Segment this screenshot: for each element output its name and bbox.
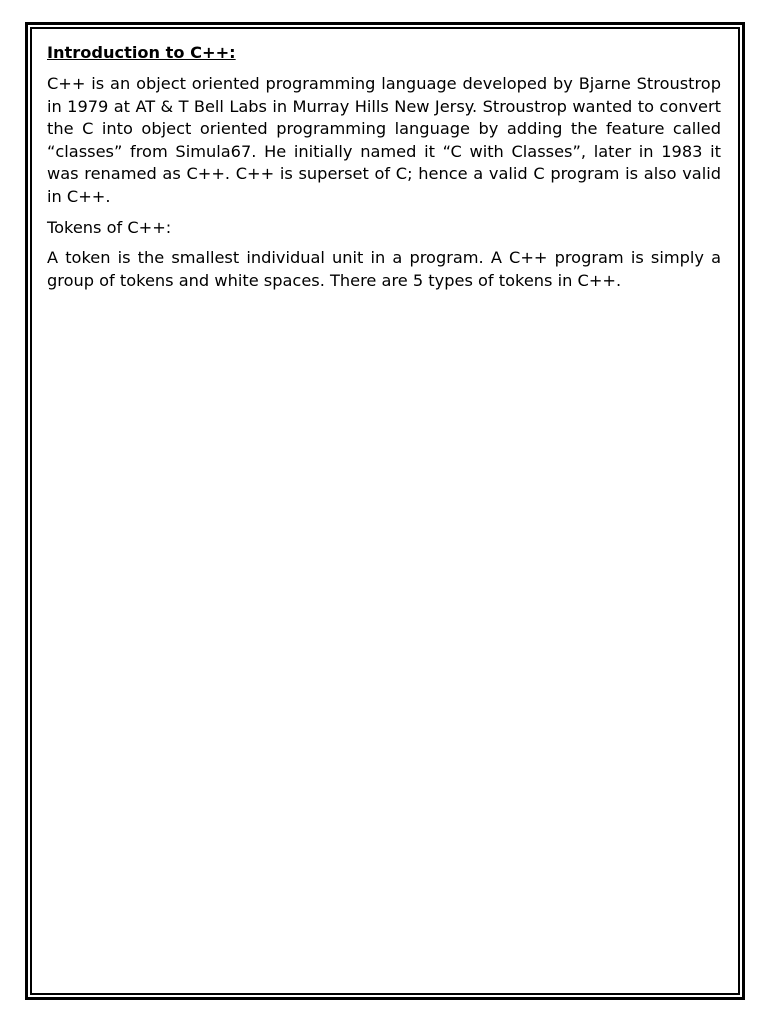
tokens-paragraph: A token is the smallest individual unit in a program. A C++ program is simply a group of tokens and white spaces. There are 5 types of tokens in C++.	[47, 248, 721, 290]
document-content	[47, 42, 721, 300]
section-heading-introduction: Introduction to C++:	[47, 43, 236, 62]
intro-paragraph: C++ is an object oriented programming language developed by Bjarne Stroustrop in 1979 at AT & T Bell Labs in Murray Hills New Jersy. Stroustrop wanted to convert the C into object oriented programming language by adding the feature called “classes” from Simula67. He initially named it “C with Classes”, later in 1983 it was renamed as C++. C++ is superset of C; hence a valid C program is also valid in C++.	[47, 74, 721, 206]
tokens-heading: Tokens of C++:	[47, 217, 172, 237]
